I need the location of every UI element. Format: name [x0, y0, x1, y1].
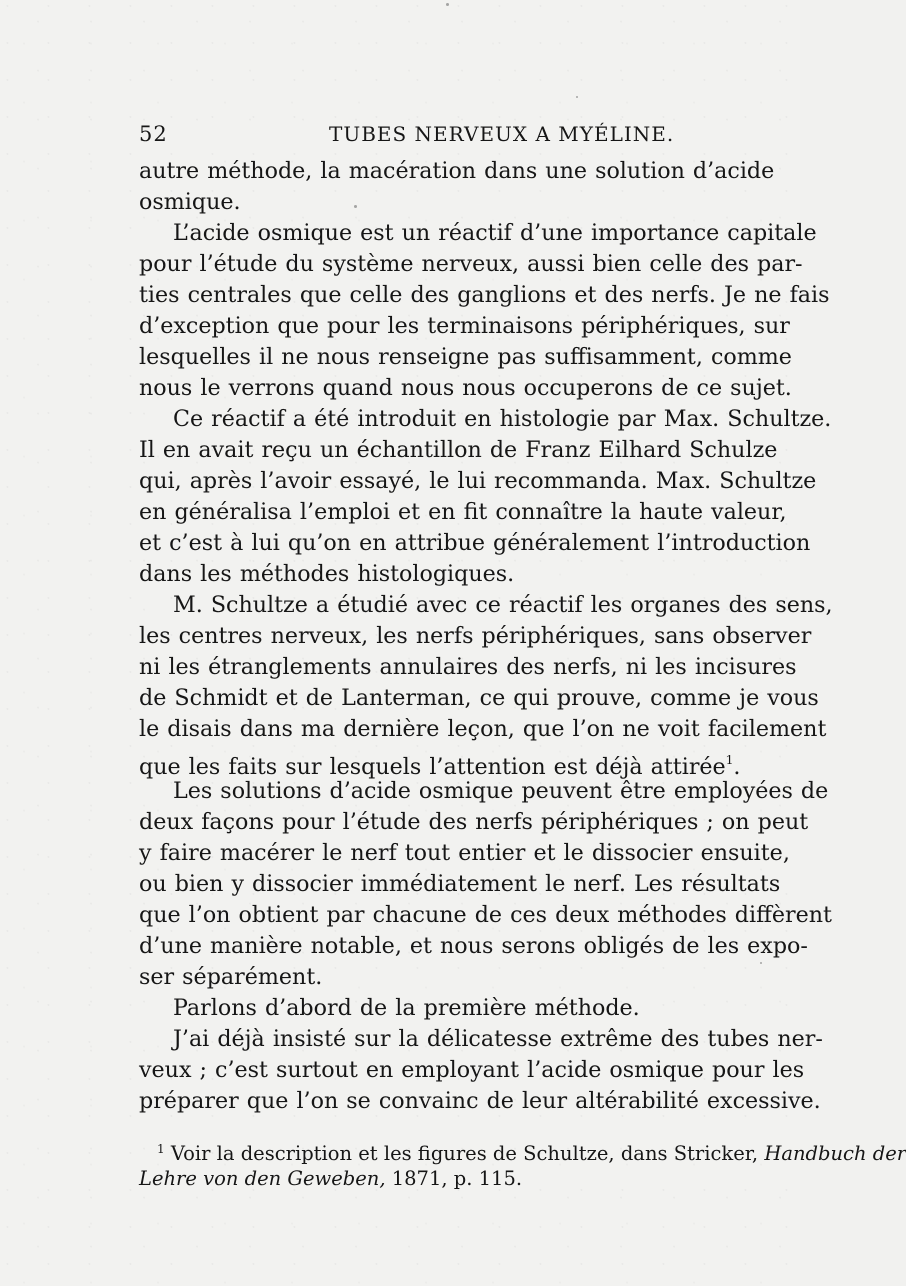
text-line-content: que les faits sur lesquels l’attention est déjà attirée	[139, 754, 726, 780]
text-line: en généralisa l’emploi et en fit connaître la haute valeur,	[139, 499, 787, 525]
footnote-line	[139, 1164, 763, 1193]
paragraph-first-line: M. Schultze a étudié avec ce réactif les organes des sens,	[173, 592, 833, 618]
print-speck	[354, 205, 357, 208]
text-line: ser séparément.	[139, 964, 323, 990]
footnote-book-title-continued: Lehre von den Geweben,	[139, 1167, 386, 1190]
text-line: osmique.	[139, 189, 241, 215]
main-text	[139, 156, 833, 1117]
footnote-reference: 1	[725, 753, 734, 767]
paragraph-first-line: J’ai déjà insisté sur la délicatesse extrême des tubes ner-	[173, 1026, 823, 1052]
text-line: préparer que l’on se convainc de leur altérabilité excessive.	[139, 1088, 821, 1114]
footnote-line	[139, 1135, 906, 1165]
running-head: TUBES NERVEUX A MYÉLINE.	[329, 122, 675, 146]
text-line: le disais dans ma dernière leçon, que l’on ne voit facilement	[139, 716, 827, 742]
text-line: de Schmidt et de Lanterman, ce qui prouve, comme je vous	[139, 685, 819, 711]
text-line: les centres nerveux, les nerfs périphériques, sans observer	[139, 623, 812, 649]
text-line: veux ; c’est surtout en employant l’acide osmique pour les	[139, 1057, 805, 1083]
text-line: Il en avait reçu un échantillon de Franz Eilhard Schulze	[139, 437, 778, 463]
text-line: d’une manière notable, et nous serons obligés de les expo-	[139, 933, 808, 959]
print-speck	[446, 3, 449, 6]
text-line: dans les méthodes histologiques.	[139, 561, 515, 587]
paragraph-first-line: L’acide osmique est un réactif d’une importance capitale	[173, 220, 817, 246]
text-line: ties centrales que celle des ganglions et des nerfs. Je ne fais	[139, 282, 830, 308]
footnote	[139, 1135, 906, 1193]
print-speck	[576, 96, 578, 98]
text-line: que l’on obtient par chacune de ces deux méthodes diffèrent	[139, 902, 832, 928]
text-line: y faire macérer le nerf tout entier et le dissocier ensuite,	[139, 840, 790, 866]
text-line-with-note-reference: que les faits sur lesquels l’attention est déjà attirée$^1$.	[139, 753, 741, 780]
text-line: et c’est à lui qu’on en attribue généralement l’introduction	[139, 530, 811, 556]
text-line: lesquelles il ne nous renseigne pas suffisamment, comme	[139, 344, 792, 370]
text-line: autre méthode, la macération dans une solution d’acide	[139, 158, 775, 184]
paragraph-first-line: Les solutions d’acide osmique peuvent être employées de	[173, 778, 829, 804]
footnote-marker: 1	[157, 1142, 165, 1156]
text-line: ou bien y dissocier immédiatement le nerf. Les résultats	[139, 871, 781, 897]
page-header	[139, 120, 761, 148]
text-line: qui, après l’avoir essayé, le lui recommanda. Max. Schultze	[139, 468, 817, 494]
text-line: pour l’étude du système nerveux, aussi bien celle des par-	[139, 251, 803, 277]
footnote-book-title: Handbuch der	[764, 1142, 906, 1165]
text-line: deux façons pour l’étude des nerfs périphériques ; on peut	[139, 809, 809, 835]
footnote-citation: 1871, p. 115.	[391, 1167, 523, 1190]
print-speck	[760, 962, 762, 964]
page-number: 52	[139, 122, 168, 146]
text-line: nous le verrons quand nous nous occuperons de ce sujet.	[139, 375, 792, 401]
footnote-text: Voir la description et les figures de Schultze, dans Stricker,	[170, 1142, 759, 1165]
text-line: ni les étranglements annulaires des nerfs, ni les incisures	[139, 654, 797, 680]
paragraph-first-line: Ce réactif a été introduit en histologie par Max. Schultze.	[173, 406, 832, 432]
text-line: d’exception que pour les terminaisons périphériques, sur	[139, 313, 790, 339]
paragraph-first-line: Parlons d’abord de la première méthode.	[173, 995, 640, 1021]
